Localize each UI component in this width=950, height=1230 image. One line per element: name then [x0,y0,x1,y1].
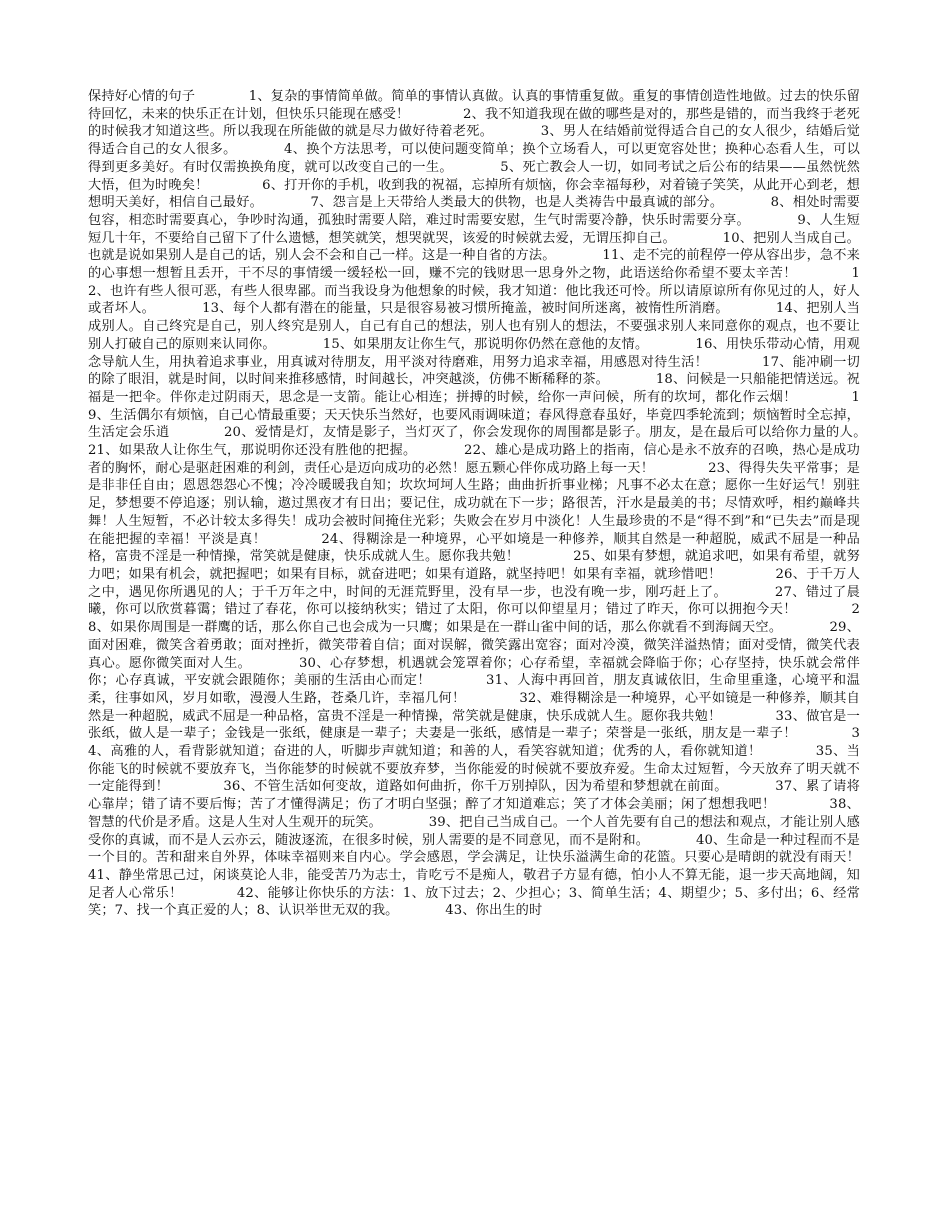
document-page [88,88,914,920]
document-body-text: 保持好心情的句子 1、复杂的事情简单做。简单的事情认真做。认真的事情重复做。重复的事情创造性地做。过去的快乐留待回忆，未来的快乐正在计划，但快乐只能现在感受！ 2、我不知道我现在做的哪些是对的，那些是错的，而当我终于老死的时候我才知道这些。所以我现在所能做的就是尽力做好待着老死。 3、男人在结婚前觉得适合自己的女人很少，结婚后觉得适合自己的女人很多。 4、换个方法思考，可以使问题变简单；换个立场看人，可以更宽容处世；换种心态看人生，可以得到更多美好。有时仅需换换角度，就可以改变自己的一生。 5、死亡教会人一切，如同考试之后公布的结果——虽然恍然大悟，但为时晚矣！ 6、打开你的手机，收到我的祝福，忘掉所有烦恼，你会幸福每秒，对着镜子笑笑，从此开心到老，想想明天美好，相信自己最好。 7、怨言是上天带给人类最大的供物，也是人类祷告中最真诚的部分。 8、相处时需要包容，相恋时需要真心，争吵时沟通，孤独时需要人陪，难过时需要安慰，生气时需要冷静，快乐时需要分享。 9、人生短短几十年，不要给自己留下了什么遗憾，想笑就笑，想哭就哭，该爱的时候就去爱，无谓压抑自己。 10、把别人当成自己。也就是说如果别人是自己的话，别人会不会和自己一样。这是一种自省的方法。 11、走不完的前程停一停从容出步，急不来的心事想一想暂且丢开，干不尽的事情缓一缓轻松一回，赚不完的钱财思一思身外之物，此语送给你希望不要太辛苦！ 12、也许有些人很可恶，有些人很卑鄙。而当我设身为他想象的时候，我才知道：他比我还可怜。所以请原谅所有你见过的人，好人或者坏人。 13、每个人都有潜在的能量，只是很容易被习惯所掩盖，被时间所迷离，被惰性所消磨。 14、把别人当成别人。自己终究是自己，别人终究是别人，自己有自己的想法，别人也有别人的想法，不要强求别人来同意你的观点，也不要让别人打破自己的原则来认同你。 15、如果朋友让你生气，那说明你仍然在意他的友情。 16、用快乐带动心情，用观念导航人生，用执着追求事业，用真诚对待朋友，用平淡对待磨难，用努力追求幸福，用感恩对待生活！ 17、能冲刷一切的除了眼泪，就是时间，以时间来推移感情，时间越长，冲突越淡，仿佛不断稀释的茶。 18、问候是一只船能把情送远。祝福是一把伞。伴你走过阴雨天，思念是一支箭。能让心相连；拼搏的时候，给你一声问候，所有的坎坷，都化作云烟！ 19、生活偶尔有烦恼，自己心情最重要；天天快乐当然好，也要风雨调味道；春风得意春虽好，毕竟四季轮流到；烦恼暂时全忘掉，生活定会乐逍 20、爱情是灯，友情是影子，当灯灭了，你会发现你的周围都是影子。朋友，是在最后可以给你力量的人。 21、如果敌人让你生气，那说明你还没有胜他的把握。 22、雄心是成功路上的指南，信心是永不放弃的召唤，热心是成功者的胸怀，耐心是驱赶困难的利剑，责任心是迈向成功的必然！愿五颗心伴你成功路上每一天！ 23、得得失失平常事；是是非非任自由；恩恩怨怨心不愧；冷冷暖暖我自知；坎坎坷坷人生路；曲曲折折事业梯；凡事不必太在意；愿你一生好运气！别驻足，梦想要不停追逐；别认输，遨过黑夜才有日出；要记住，成功就在下一步；路很苦，汗水是最美的书；尽情欢呼，相约巅峰共舞！人生短暂，不必计较太多得失！成功会被时间掩住光彩；失败会在岁月中淡化！人生最珍贵的不是“得不到”和“已失去”而是现在能把握的幸福！平淡是真！ 24、得糊涂是一种境界，心平如境是一种修养，顺其自然是一种超脱，威武不屈是一种品格，富贵不淫是一种情操，常笑就是健康，快乐成就人生。愿你我共勉！ 25、如果有梦想，就追求吧，如果有希望，就努力吧；如果有机会，就把握吧；如果有目标，就奋进吧；如果有道路，就坚持吧！如果有幸福，就珍惜吧！ 26、于千万人之中，遇见你所遇见的人；于千万年之中，时间的无涯荒野里，没有早一步，也没有晚一步，刚巧赶上了。 27、错过了晨曦，你可以欣赏暮霭；错过了春花，你可以接纳秋实；错过了太阳，你可以仰望星月；错过了昨天，你可以拥抱今天！ 28、如果你周围是一群鹰的话，那么你自己也会成为一只鹰；如果是在一群山雀中间的话，那么你就看不到海阔天空。 29、面对困难，微笑含着勇敢；面对挫折，微笑带着自信；面对误解，微笑露出宽容；面对冷漠，微笑洋溢热情；面对受情，微笑代表真心。愿你微笑面对人生。 30、心存梦想，机遇就会笼罩着你；心存希望，幸福就会降临于你；心存坚持，快乐就会常伴你；心存真诚，平安就会跟随你；美丽的生活由心而定！ 31、人海中再回首，朋友真诚依旧，生命里重逢，心境平和温柔，往事如风，岁月如歌，漫漫人生路，苍桑几许，幸福几何！ 32、难得糊涂是一种境界，心平如镜是一种修养，顺其自然是一种超脱，威武不屈是一种品格，富贵不淫是一种情操，常笑就是健康，快乐成就人生。愿你我共勉！ 33、做官是一张纸，做人是一辈子；金钱是一张纸，健康是一辈子；夫妻是一张纸，感情是一辈子；荣誉是一张纸，朋友是一辈子！ 34、高雅的人，看背影就知道；奋进的人，听脚步声就知道；和善的人，看笑容就知道；优秀的人，看你就知道！ 35、当你能飞的时候就不要放弃飞，当你能梦的时候就不要放弃梦，当你能爱的时候就不要放弃爱。生命太过短暂，今天放弃了明天就不一定能得到！ 36、不管生活如何变故，道路如何曲折，你千万别掉队，因为希望和梦想就在前面。 37、累了请将心靠岸；错了请不要后悔；苦了才懂得满足；伤了才明白坚强；醉了才知道难忘；笑了才体会美丽；闲了想想我吧！ 38、智慧的代价是矛盾。这是人生对人生观开的玩笑。 39、把自己当成自己。一个人首先要有自己的想法和观点，才能让别人感受你的真诚，而不是人云亦云，随波逐流，在很多时候，别人需要的是不同意见，而不是附和。 40、生命是一种过程而不是一个目的。苦和甜来自外界，体味幸福则来自内心。学会感恩，学会满足，让快乐溢满生命的花篮。只要心是晴朗的就没有雨天！ 41、静坐常思己过，闲谈莫论人非，能受苦乃为志士，肯吃亏不是痴人，敬君子方显有德，怕小人不算无能，退一步天高地阔，知足者人心常乐！ 42、能够让你快乐的方法：1、放下过去；2、少担心；3、简单生活；4、期望少；5、多付出；6、经常笑；7、找一个真正爱的人；8、认识举世无双的我。 43、你出生的时 [88,89,914,919]
